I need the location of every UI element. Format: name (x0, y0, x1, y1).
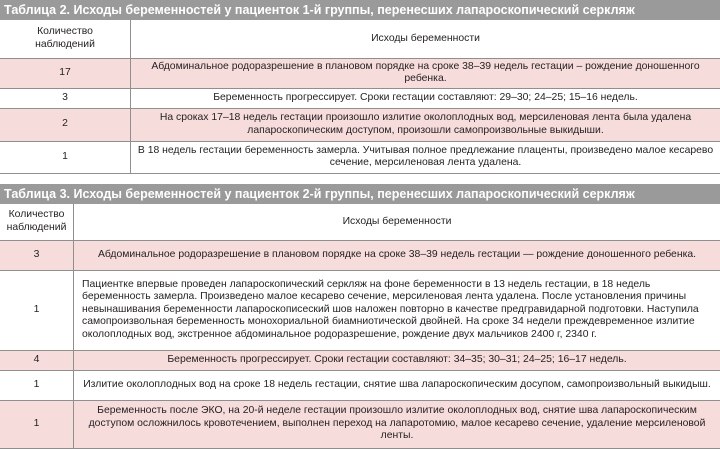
table-row (0, 370, 720, 400)
row-count: 1 (0, 270, 74, 350)
table-row (0, 350, 720, 370)
row-count: 1 (0, 400, 74, 448)
table-3-title: Таблица 3. Исходы беременностей у пациенток 2-й группы, перенесших лапароскопический серкляж (0, 184, 720, 204)
table-row (0, 270, 720, 350)
row-count: 3 (0, 88, 131, 108)
row-outcome: Пациентке впервые проведен лапароскопический серкляж на фоне беременности в 13 недель гестации, в 18 недель беременность замерла. Произведено малое кесарево сечение, мерсиленовая лента удалена. После установления причины невынашивания беременности лапароскописеский шов наложен повторно в качестве предгравидарной подготовки. Наступила самопроизвольная беременность монохориальной биамниотической двойней. На сроке 34 недели преждевременное излитие околоплодных вод, экстренное абдоминальное родоразрешение, рождение двух мальчиков 2400 г, 2340 г. (74, 270, 720, 350)
row-count: 3 (0, 240, 74, 270)
table-2 (0, 0, 720, 174)
row-outcome: Беременность прогрессирует. Сроки гестации составляют: 29–30; 24–25; 15–16 недель. (131, 88, 720, 108)
header-count: Количество наблюдений (0, 20, 131, 58)
table-2-title: Таблица 2. Исходы беременностей у пациенток 1-й группы, перенесших лапароскопический серкляж (0, 0, 720, 20)
table-row (0, 58, 720, 88)
header-outcome: Исходы беременности (131, 20, 720, 58)
table-2-grid (0, 20, 720, 174)
table-3-grid (0, 204, 720, 449)
row-outcome: Беременность прогрессирует. Сроки гестации составляют: 34–35; 30–31; 24–25; 16–17 недель. (74, 350, 720, 370)
row-count: 4 (0, 350, 74, 370)
table-header-row (0, 20, 720, 58)
header-outcome: Исходы беременности (74, 204, 720, 240)
row-outcome: На сроках 17–18 недель гестации произошло излитие околоплодных вод, мерсиленовая лента была удалена лапароскопическим доступом, произошли самопроизвольные выкидыши. (131, 108, 720, 141)
row-outcome: Абдоминальное родоразрешение в плановом порядке на сроке 38–39 недель гестации — рождение доношенного ребенка. (74, 240, 720, 270)
row-count: 2 (0, 108, 131, 141)
table-3 (0, 184, 720, 449)
row-count: 1 (0, 141, 131, 173)
row-outcome: Абдоминальное родоразрешение в плановом порядке на сроке 38–39 недель гестации – рождение доношенного ребенка. (131, 58, 720, 88)
table-row (0, 240, 720, 270)
row-outcome: Беременность после ЭКО, на 20-й неделе гестации произошло излитие околоплодных вод, снятие шва лапароскопическим доступом осложнилось кровотечением, выполнен переход на лапаротомию, малое кесарево сечение, удаление мерсиленовой ленты. (74, 400, 720, 448)
row-count: 17 (0, 58, 131, 88)
table-row (0, 88, 720, 108)
table-row (0, 141, 720, 173)
header-count: Количество наблюдений (0, 204, 74, 240)
row-count: 1 (0, 370, 74, 400)
table-row (0, 108, 720, 141)
row-outcome: В 18 недель гестации беременность замерла. Учитывая полное предлежание плаценты, произведено малое кесарево сечение, мерсиленовая лента удалена. (131, 141, 720, 173)
table-header-row (0, 204, 720, 240)
table-row (0, 400, 720, 448)
row-outcome: Излитие околоплодных вод на сроке 18 недель гестации, снятие шва лапароскопическим досупом, самопроизвольный выкидыш. (74, 370, 720, 400)
